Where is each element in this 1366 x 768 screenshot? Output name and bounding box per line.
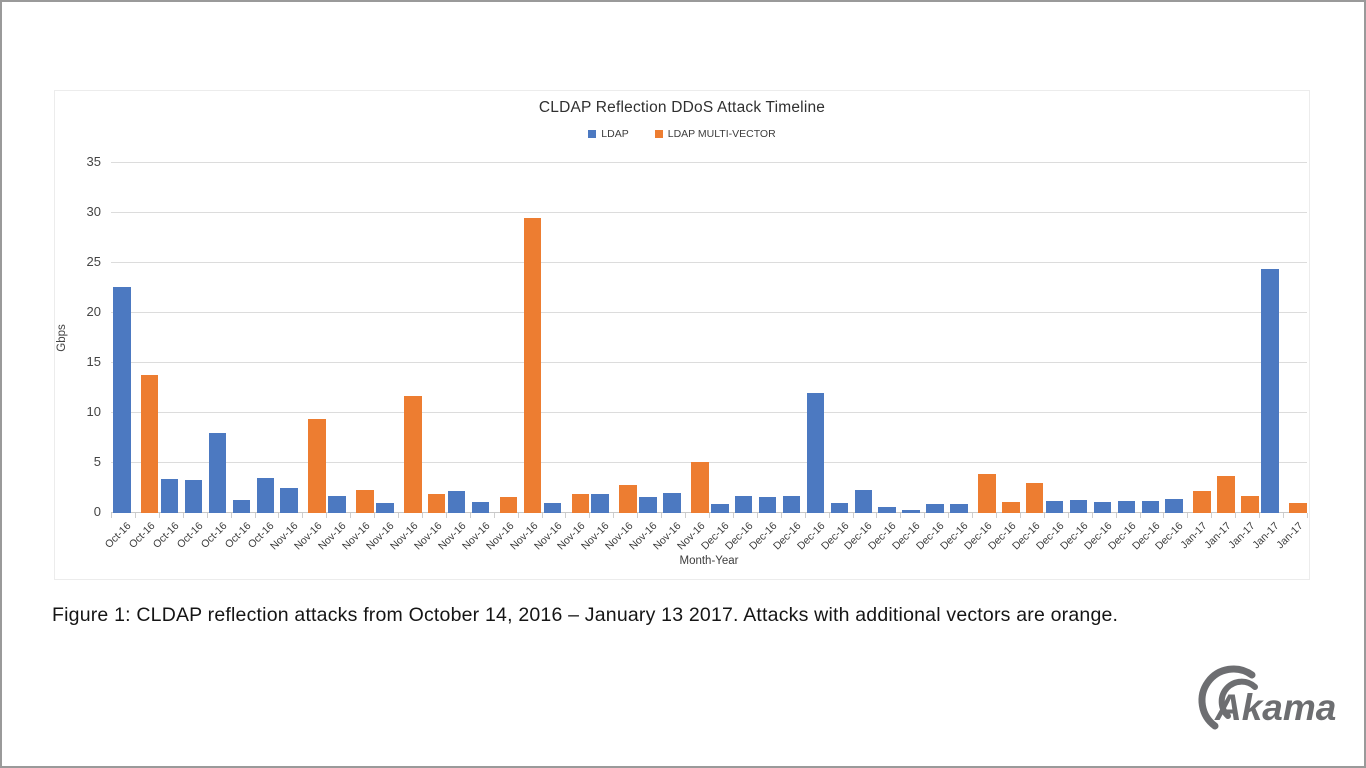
x-category-label: Dec-16	[914, 520, 947, 553]
x-axis-tick	[565, 513, 566, 518]
legend-label-ldap: LDAP	[601, 128, 629, 140]
x-category-label: Dec-16	[1057, 520, 1091, 553]
x-axis-tick	[326, 513, 327, 518]
x-category-label: Dec-16	[842, 520, 875, 553]
x-category-label: Nov-16	[340, 520, 373, 553]
x-axis-tick	[1068, 513, 1069, 518]
figure-caption: Figure 1: CLDAP reflection attacks from October 14, 2016 – January 13 2017. Attacks with additional vectors are orange.	[52, 604, 1119, 626]
cldap-attack-chart	[54, 90, 1310, 580]
ldap-bar	[639, 497, 657, 513]
ldap-bar	[902, 510, 920, 513]
x-category-label: Jan-17	[1226, 520, 1258, 552]
x-axis-tick	[518, 513, 519, 518]
x-category-label: Dec-16	[1081, 520, 1115, 553]
x-category-label: Nov-16	[651, 520, 684, 553]
x-axis-tick	[1307, 513, 1308, 518]
legend-item-multivector	[655, 128, 776, 140]
x-category-label: Dec-16	[986, 520, 1019, 553]
ldap-bar	[376, 503, 394, 513]
ldap-bar	[878, 507, 896, 513]
ldap-bar	[1165, 499, 1183, 513]
x-axis-tick	[1187, 513, 1188, 518]
y-tick-label-0: 0	[93, 504, 101, 519]
x-axis-tick	[637, 513, 638, 518]
ldap-bar	[759, 497, 777, 513]
x-category-label: Nov-16	[579, 520, 612, 553]
y-tick-label-30: 30	[86, 204, 101, 219]
x-axis-tick	[613, 513, 614, 518]
x-category-label: Dec-16	[818, 520, 852, 553]
x-axis-tick	[1259, 513, 1260, 518]
x-category-label: Nov-16	[388, 520, 421, 553]
x-axis-tick	[350, 513, 351, 518]
plot-area	[56, 154, 1307, 567]
x-axis-tick	[589, 513, 590, 518]
x-axis-tick	[159, 513, 160, 518]
gridline-30	[111, 212, 1307, 213]
multivector-bar	[1217, 476, 1235, 513]
gridline-20	[111, 312, 1307, 313]
x-category-label: Oct-16	[126, 520, 158, 551]
akamai-logo-graphic	[1185, 658, 1337, 734]
multivector-series-marker	[655, 130, 663, 138]
ldap-series-marker	[588, 130, 596, 138]
x-category-label: Dec-16	[962, 520, 995, 553]
y-tick-label-5: 5	[93, 454, 101, 469]
x-category-label: Nov-16	[555, 520, 588, 553]
x-category-label: Nov-16	[531, 520, 565, 553]
x-axis-tick	[1116, 513, 1117, 518]
x-axis-tick	[231, 513, 232, 518]
x-axis-tick	[1020, 513, 1021, 518]
y-tick-label-15: 15	[86, 354, 101, 369]
x-axis-tick	[542, 513, 543, 518]
ldap-bar	[1142, 501, 1160, 513]
ldap-bar	[185, 480, 203, 513]
ldap-bar	[855, 490, 873, 513]
x-axis-tick	[1211, 513, 1212, 518]
chart-title: CLDAP Reflection DDoS Attack Timeline	[538, 99, 826, 116]
x-category-label: Jan-17	[1250, 520, 1282, 552]
multivector-bar	[978, 474, 996, 513]
multivector-bar	[1193, 491, 1211, 513]
x-axis-tick	[398, 513, 399, 518]
x-category-label: Oct-16	[222, 520, 254, 551]
x-category-label: Nov-16	[316, 520, 349, 553]
ldap-bar	[950, 504, 968, 513]
x-category-label: Dec-16	[890, 520, 923, 553]
x-category-label: Nov-16	[411, 520, 445, 553]
legend-item-ldap	[588, 128, 628, 140]
multivector-bar	[524, 218, 542, 513]
ldap-bar	[544, 503, 562, 513]
gridline-25	[111, 262, 1307, 263]
x-category-label: Dec-16	[1105, 520, 1139, 553]
multivector-bar	[572, 494, 590, 513]
multivector-bar	[1241, 496, 1259, 513]
x-axis-tick	[135, 513, 136, 518]
x-category-label: Dec-16	[794, 520, 828, 553]
multivector-bar	[1289, 503, 1307, 513]
multivector-bar	[356, 490, 374, 513]
x-category-label: Oct-16	[102, 520, 134, 551]
x-category-label: Nov-16	[459, 520, 493, 553]
x-axis-tick	[1044, 513, 1045, 518]
x-axis-tick	[207, 513, 208, 518]
y-tick-label-25: 25	[86, 254, 101, 269]
x-axis-tick	[255, 513, 256, 518]
x-category-label: Dec-16	[1033, 520, 1067, 553]
x-category-label: Oct-16	[246, 520, 277, 551]
x-axis-tick	[805, 513, 806, 518]
x-axis-tick	[829, 513, 830, 518]
multivector-bar	[1002, 502, 1020, 513]
ldap-bar	[448, 491, 466, 513]
x-category-label: Dec-16	[699, 520, 732, 553]
x-category-label: Jan-17	[1202, 520, 1234, 552]
ldap-bar	[1070, 500, 1088, 513]
ldap-bar	[1118, 501, 1136, 513]
x-axis-tick	[685, 513, 686, 518]
ldap-bar	[926, 504, 944, 513]
x-axis-tick	[900, 513, 901, 518]
x-category-label: Dec-16	[746, 520, 780, 553]
ldap-bar	[711, 504, 729, 513]
gridline-15	[111, 362, 1307, 363]
legend-label-multivector: LDAP MULTI-VECTOR	[667, 128, 776, 140]
x-axis-tick	[111, 513, 112, 518]
logo-wordmark: Akamai	[1215, 687, 1337, 728]
ldap-bar	[807, 393, 825, 513]
x-category-label: Nov-16	[268, 520, 301, 553]
gridline-10	[111, 412, 1307, 413]
x-axis-tick	[374, 513, 375, 518]
x-axis-tick	[948, 513, 949, 518]
ldap-bar	[1046, 501, 1064, 513]
multivector-bar	[500, 497, 518, 513]
ldap-bar	[735, 496, 753, 513]
multivector-bar	[308, 419, 326, 513]
ldap-bar	[1094, 502, 1112, 513]
gridline-35	[111, 162, 1307, 163]
ldap-bar	[663, 493, 681, 513]
ldap-bar	[1261, 269, 1279, 513]
ldap-bar	[280, 488, 298, 513]
ldap-bar	[257, 478, 275, 513]
x-axis-tick	[1163, 513, 1164, 518]
akamai-logo	[1185, 658, 1337, 734]
ldap-bar	[783, 496, 801, 513]
x-axis-tick	[1140, 513, 1141, 518]
ldap-bar	[591, 494, 609, 513]
chart-legend	[55, 128, 1309, 140]
x-category-label: Jan-17	[1274, 520, 1306, 552]
multivector-bar	[141, 375, 159, 513]
multivector-bar	[404, 396, 422, 513]
x-category-label: Nov-16	[435, 520, 469, 553]
ldap-bar	[113, 287, 131, 513]
ldap-bar	[161, 479, 179, 513]
x-axis-tick	[1235, 513, 1236, 518]
x-axis-tick	[709, 513, 710, 518]
x-axis-tick	[757, 513, 758, 518]
x-category-label: Nov-16	[364, 520, 397, 553]
x-axis-tick	[996, 513, 997, 518]
x-category-label: Dec-16	[1009, 520, 1043, 553]
x-axis-tick	[1092, 513, 1093, 518]
x-axis-tick	[661, 513, 662, 518]
x-axis-tick	[924, 513, 925, 518]
x-category-label: Nov-16	[603, 520, 636, 553]
x-category-label: Nov-16	[507, 520, 541, 553]
x-category-label: Dec-16	[1153, 520, 1186, 553]
x-category-label: Dec-16	[866, 520, 899, 553]
x-category-label: Nov-16	[675, 520, 708, 553]
multivector-bar	[1026, 483, 1044, 513]
x-category-label: Dec-16	[770, 520, 804, 553]
ldap-bar	[831, 503, 849, 513]
ldap-bar	[209, 433, 227, 513]
x-category-label: Dec-16	[938, 520, 971, 553]
x-axis-tick	[972, 513, 973, 518]
x-axis-tick	[494, 513, 495, 518]
x-axis-tick	[1283, 513, 1284, 518]
gridline-5	[111, 462, 1307, 463]
x-category-label: Oct-16	[174, 520, 206, 551]
x-axis-tick	[278, 513, 279, 518]
x-axis-tick	[470, 513, 471, 518]
x-axis-tick	[302, 513, 303, 518]
x-axis-title: Month-Year	[679, 555, 739, 567]
x-axis-tick	[446, 513, 447, 518]
ldap-bar	[328, 496, 346, 513]
x-axis-tick	[853, 513, 854, 518]
y-axis-title: Gbps	[56, 324, 68, 352]
x-axis-tick	[733, 513, 734, 518]
x-axis-tick	[781, 513, 782, 518]
ldap-bar	[472, 502, 490, 513]
x-category-label: Nov-16	[483, 520, 517, 553]
x-axis-tick	[422, 513, 423, 518]
x-category-label: Oct-16	[150, 520, 182, 551]
ldap-bar	[233, 500, 251, 513]
x-category-label: Dec-16	[1129, 520, 1163, 553]
multivector-bar	[691, 462, 709, 513]
x-axis-tick	[183, 513, 184, 518]
y-tick-label-20: 20	[86, 304, 101, 319]
y-tick-label-10: 10	[86, 404, 101, 419]
x-category-label: Dec-16	[722, 520, 756, 553]
x-axis-tick	[876, 513, 877, 518]
multivector-bar	[619, 485, 637, 513]
x-category-label: Nov-16	[627, 520, 660, 553]
y-tick-label-35: 35	[86, 154, 101, 169]
x-category-label: Nov-16	[292, 520, 325, 553]
x-category-label: Oct-16	[198, 520, 230, 551]
x-category-label: Jan-17	[1178, 520, 1210, 552]
multivector-bar	[428, 494, 446, 513]
